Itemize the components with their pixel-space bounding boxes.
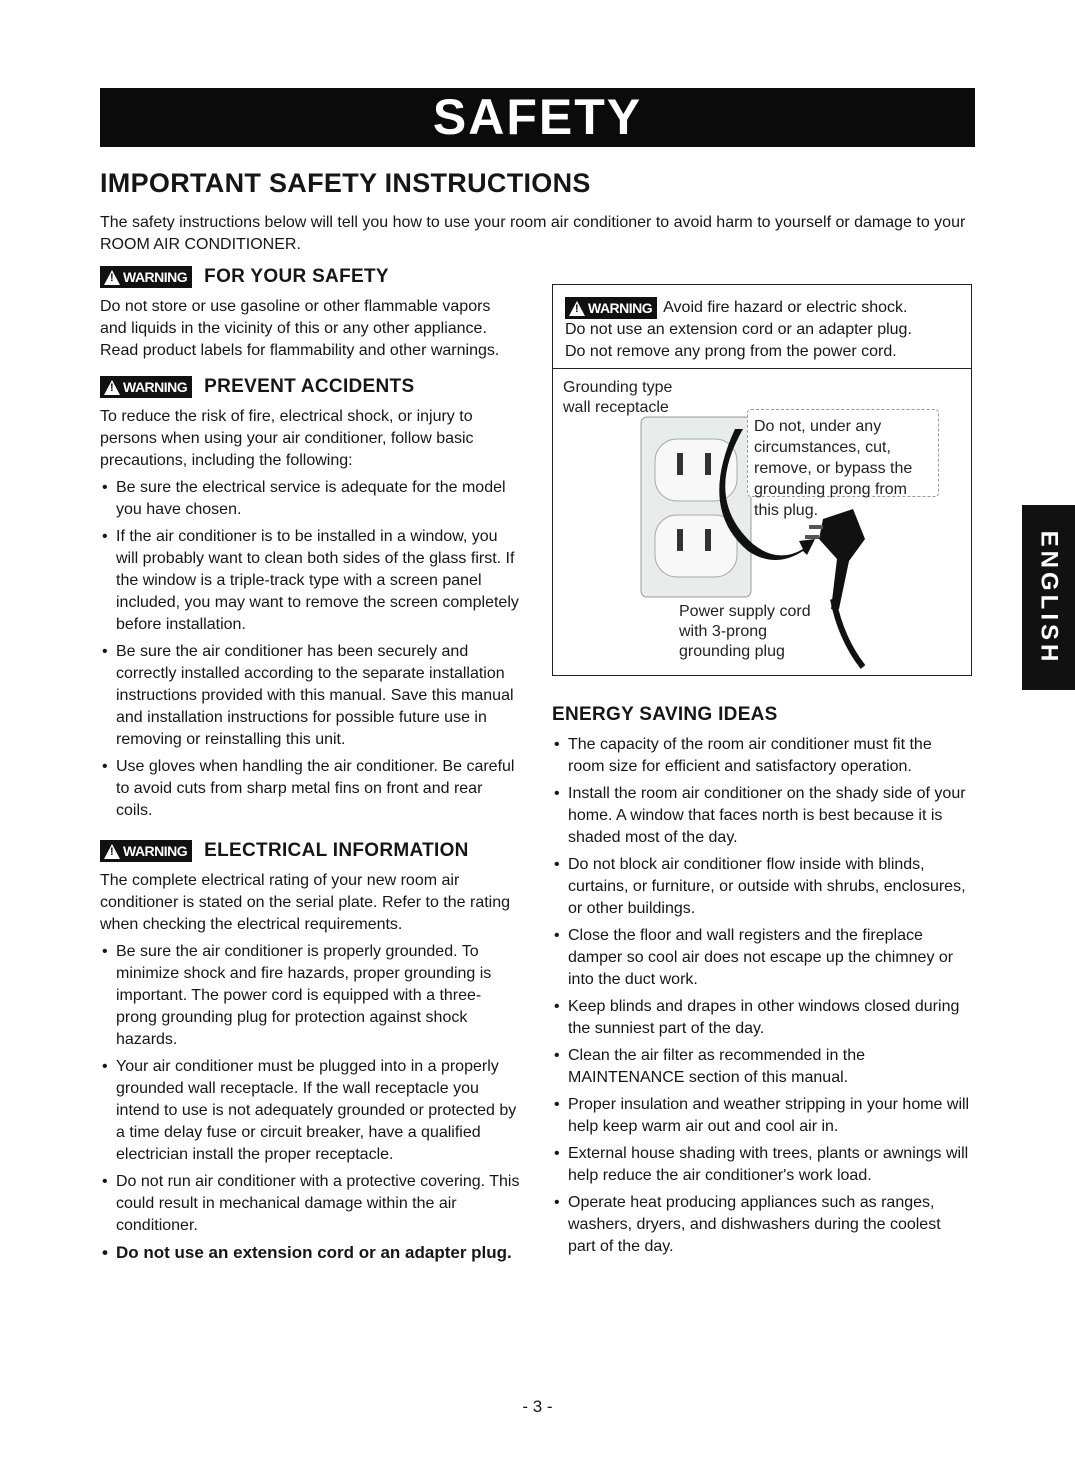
energy-section — [552, 704, 972, 1258]
prong — [805, 535, 819, 539]
warning-badge: ! WARNING — [100, 376, 192, 398]
page-banner: SAFETY — [100, 88, 975, 147]
electrical-list — [100, 941, 520, 1264]
page-number: - 3 - — [522, 1397, 553, 1416]
list-item: • Keep blinds and drapes in other windows closed during the sunniest part of the day. — [552, 996, 972, 1040]
list-item: • Do not block air conditioner flow inside with blinds, curtains, or furniture, or outside with shrubs, enclosures, or other buildings. — [552, 854, 972, 920]
energy-list — [552, 734, 972, 1258]
warning-icon — [104, 844, 120, 859]
list-item: • Be sure the electrical service is adequate for the model you have chosen. — [100, 477, 520, 521]
slot — [705, 529, 711, 551]
warning-line-1: Avoid fire hazard or electric shock. — [663, 299, 908, 317]
plug-illustration — [553, 369, 971, 675]
callout-text: Do not, under any circumstances, cut, remove, or bypass the grounding prong from this plug. — [747, 409, 939, 497]
page-title: IMPORTANT SAFETY INSTRUCTIONS — [100, 168, 591, 198]
intro-text: The safety instructions below will tell you how to use your room air conditioner to avoid harm to yourself or damage to your ROOM AIR CONDITIONER. — [100, 214, 966, 253]
warning-badge: ! WARNING — [565, 297, 657, 319]
warning-box — [552, 284, 972, 676]
electrical-header — [100, 840, 520, 862]
fig-label-receptacle-1: Grounding type — [563, 379, 673, 396]
slot — [677, 453, 683, 475]
fig-label-cord-1: Power supply cord — [679, 603, 811, 620]
section-title: FOR YOUR SAFETY — [204, 266, 389, 287]
list-item: • Your air conditioner must be plugged into in a properly grounded wall receptacle. If the wall receptacle you intend to use is not adequately grounded or protected by a time delay fuse or circuit breaker, have a qualified electrician install the proper receptacle. — [100, 1056, 520, 1166]
warning-badge: ! WARNING — [100, 266, 192, 288]
list-item: • Install the room air conditioner on the shady side of your home. A window that faces north is best because it is shaded most of the day. — [552, 783, 972, 849]
cord — [833, 599, 863, 667]
electrical-text: The complete electrical rating of your new room air conditioner is stated on the serial plate. Refer to the rating when checking the electrical requirements. — [100, 872, 511, 933]
list-item-bold: • Do not use an extension cord or an adapter plug. — [100, 1242, 520, 1264]
for-safety-header — [100, 266, 520, 288]
list-item: • If the air conditioner is to be installed in a window, you will probably want to clean both sides of the glass first. If the window is a triple-track type with a screen panel included, you may want to remove the screen completely before installation. — [100, 526, 520, 636]
list-item: • Be sure the air conditioner has been securely and correctly installed according to the separate installation instructions provided with this manual. Save this manual and installation instructions for possible future use in removing or reinstalling this unit. — [100, 641, 520, 751]
fig-label-cord-2: with 3-prong — [679, 623, 768, 640]
list-item: • Do not run air conditioner with a protective covering. This could result in mechanical damage within the air conditioner. — [100, 1171, 520, 1237]
list-item: • Close the floor and wall registers and the fireplace damper so cool air does not escape up the chimney or into the duct work. — [552, 925, 972, 991]
left-column — [100, 266, 520, 1264]
list-item: • Be sure the air conditioner is properly grounded. To minimize shock and fire hazards, proper grounding is important. The power cord is equipped with a three-prong grounding plug for protection against shock hazards. — [100, 941, 520, 1051]
fig-label-cord-3: grounding plug — [679, 643, 785, 660]
prevent-header — [100, 376, 520, 398]
warning-badge: ! WARNING — [100, 840, 192, 862]
slot — [705, 453, 711, 475]
slot — [677, 529, 683, 551]
language-tab: ENGLISH — [1022, 505, 1075, 690]
list-item: • Proper insulation and weather stripping in your home will help keep warm air out and cool air in. — [552, 1094, 972, 1138]
warning-icon — [104, 270, 120, 285]
warning-icon — [569, 301, 585, 316]
list-item: • Clean the air filter as recommended in the MAINTENANCE section of this manual. — [552, 1045, 972, 1089]
plug-body — [819, 509, 865, 609]
for-safety-text: Do not store or use gasoline or other flammable vapors and liquids in the vicinity of this or any other appliance. Read product labels for flammability and other warnings. — [100, 298, 500, 359]
prevent-text: To reduce the risk of fire, electrical shock, or injury to persons when using your air conditioner, follow basic precautions, including the following: — [100, 408, 474, 469]
prevent-list — [100, 477, 520, 822]
list-item: • External house shading with trees, plants or awnings will help reduce the air conditioner's work load. — [552, 1143, 972, 1187]
warning-box-text — [553, 285, 971, 369]
fig-label-receptacle-2: wall receptacle — [563, 399, 669, 416]
outlet-bottom — [655, 515, 737, 577]
list-item: • The capacity of the room air conditioner must fit the room size for efficient and satisfactory operation. — [552, 734, 972, 778]
section-title: PREVENT ACCIDENTS — [204, 376, 415, 397]
list-item: • Use gloves when handling the air conditioner. Be careful to avoid cuts from sharp metal fins on front and rear coils. — [100, 756, 520, 822]
warning-icon — [104, 380, 120, 395]
warning-line-2: Do not use an extension cord or an adapter plug. — [565, 321, 912, 339]
warning-line-3: Do not remove any prong from the power cord. — [565, 343, 897, 361]
prong — [809, 525, 823, 529]
list-item: • Operate heat producing appliances such as ranges, washers, dryers, and dishwashers during the coolest part of the day. — [552, 1192, 972, 1258]
section-title: ENERGY SAVING IDEAS — [552, 704, 778, 725]
section-title: ELECTRICAL INFORMATION — [204, 840, 469, 861]
